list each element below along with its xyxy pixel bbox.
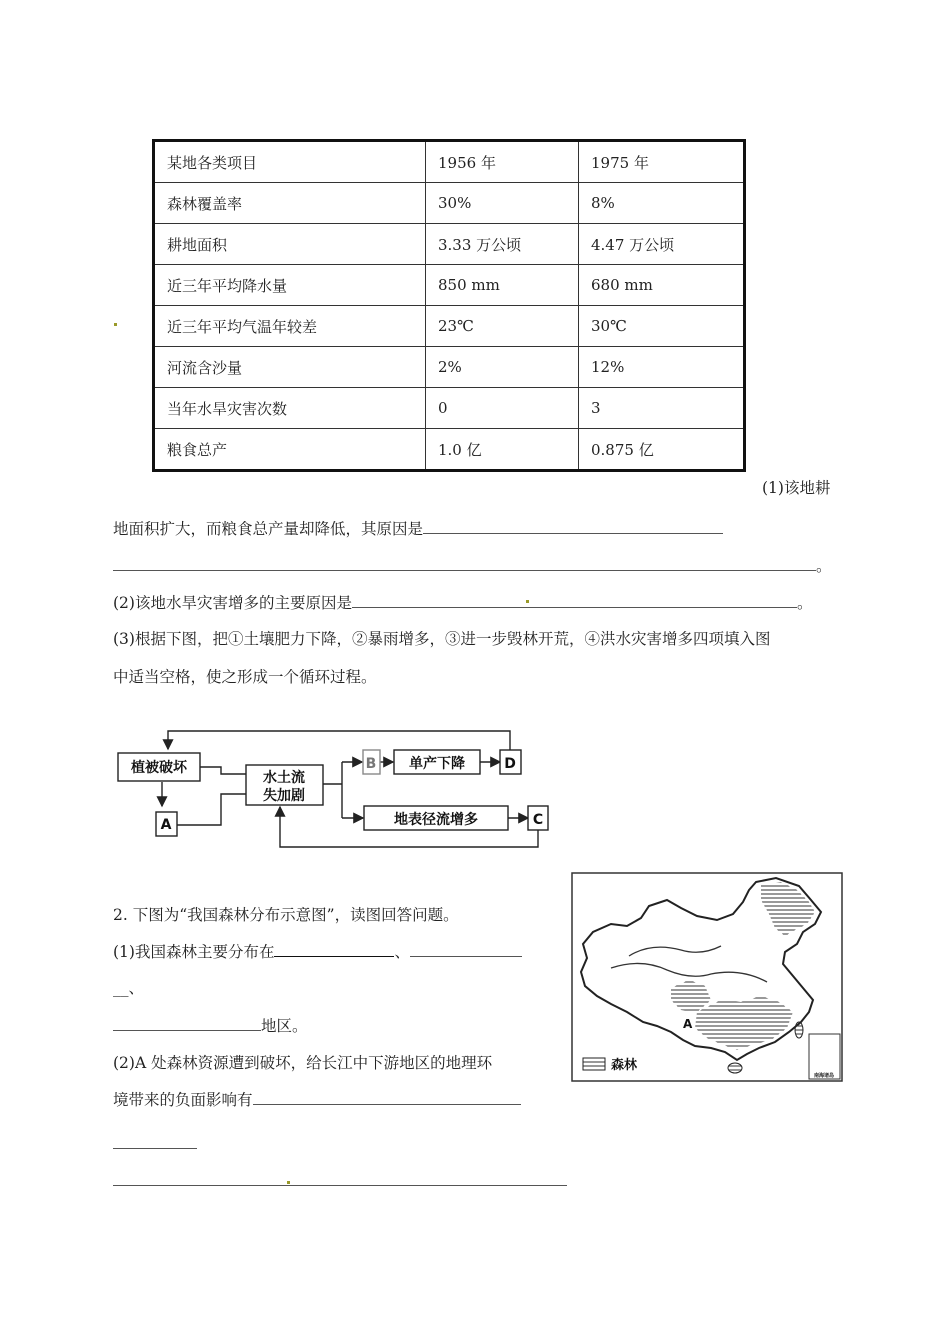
q2-part1-prompt: (1)我国森林主要分布在 [113, 943, 275, 961]
yield-label: 单产下降 [409, 756, 465, 772]
table-header-cell: 1975 年 [579, 141, 745, 183]
q1-part1-prompt: 地面积扩大，而粮食总产量却降低，其原因是 [113, 520, 424, 538]
stray-dot [287, 1181, 290, 1184]
q1-part1-continuation [113, 554, 832, 576]
table-header-row [154, 141, 745, 183]
table-cell: 1.0 亿 [426, 429, 579, 471]
hainan-island [728, 1063, 742, 1073]
table-cell: 12% [579, 347, 745, 388]
data-table [152, 139, 746, 472]
runoff-label: 地表径流增多 [394, 812, 478, 828]
table-row [154, 306, 745, 347]
q2-part1-line [113, 940, 522, 962]
q1-part1-start: (1)该地耕 [762, 479, 831, 497]
table-cell: 8% [579, 183, 745, 224]
table-cell: 850 mm [426, 265, 579, 306]
point-a-label: A [683, 1017, 693, 1031]
table-cell: 0.875 亿 [579, 429, 745, 471]
answer-blank[interactable] [113, 1148, 197, 1149]
table-row [154, 265, 745, 306]
q2-part2-line1: (2)A 处森林资源遭到破坏，给长江中下游地区的地理环 [113, 1054, 493, 1072]
d-label: D [504, 756, 516, 772]
legend-swatch [583, 1058, 605, 1070]
table-cell: 30% [426, 183, 579, 224]
end-mark: 。 [796, 594, 813, 612]
legend-label: 森林 [611, 1058, 638, 1073]
a-label: A [160, 817, 172, 833]
table-cell: 耕地面积 [154, 224, 426, 265]
q1-part3-line1: (3)根据下图，把①土壤肥力下降，②暴雨增多，③进一步毁林开荒，④洪水灾害增多四项填入图 [113, 630, 771, 648]
separator: 、 [394, 943, 410, 961]
table-cell: 30℃ [579, 306, 745, 347]
table-cell: 当年水旱灾害次数 [154, 388, 426, 429]
q2-part2-line2 [113, 1088, 521, 1110]
table-row [154, 183, 745, 224]
stray-dot [114, 323, 117, 326]
soil-loss-label-1: 水土流 [263, 770, 305, 786]
q2-part1-tail: __、 [113, 979, 145, 997]
q1-part1-text [113, 517, 723, 539]
q1-part3-line2: 中适当空格，使之形成一个循环过程。 [113, 668, 377, 686]
q2-part1-end: 地区。 [261, 1017, 308, 1035]
q1-part2-prompt: (2)该地水旱灾害增多的主要原因是 [113, 594, 352, 612]
table-row [154, 429, 745, 471]
answer-blank[interactable] [113, 1185, 567, 1186]
answer-blank[interactable] [274, 942, 394, 957]
q2-part1-end-line [113, 1014, 308, 1036]
taiwan-island [795, 1022, 803, 1038]
table-cell: 23℃ [426, 306, 579, 347]
stray-dot [526, 600, 529, 603]
table-header-cell: 某地各类项目 [154, 141, 426, 183]
table-cell: 3 [579, 388, 745, 429]
table-cell: 4.47 万公顷 [579, 224, 745, 265]
table-cell: 680 mm [579, 265, 745, 306]
china-forest-map [571, 872, 843, 1082]
answer-blank[interactable] [113, 556, 816, 571]
table-cell: 粮食总产 [154, 429, 426, 471]
cycle-flow-diagram [110, 722, 560, 852]
table-cell: 近三年平均降水量 [154, 265, 426, 306]
table-cell: 河流含沙量 [154, 347, 426, 388]
q2-part2-prompt: 境带来的负面影响有 [113, 1091, 253, 1109]
table-cell: 2% [426, 347, 579, 388]
q2-intro: 2. 下图为“我国森林分布示意图”，读图回答问题。 [113, 906, 459, 924]
table-cell: 近三年平均气温年较差 [154, 306, 426, 347]
table-row [154, 388, 745, 429]
table-cell: 森林覆盖率 [154, 183, 426, 224]
table-cell: 0 [426, 388, 579, 429]
table-row [154, 224, 745, 265]
table-header-cell: 1956 年 [426, 141, 579, 183]
answer-blank[interactable] [113, 1016, 261, 1031]
end-mark: 。 [816, 557, 832, 575]
vegetation-to-soil-line [200, 767, 246, 774]
b-label: B [365, 756, 377, 772]
answer-blank[interactable] [253, 1090, 521, 1105]
inset-label: 南海诸岛 [813, 1073, 835, 1079]
table-cell: 3.33 万公顷 [426, 224, 579, 265]
answer-blank[interactable] [423, 519, 723, 534]
a-to-soil-line [177, 794, 246, 825]
answer-blank[interactable] [410, 942, 522, 957]
soil-loss-label-2: 失加剧 [263, 788, 305, 804]
table-row [154, 347, 745, 388]
answer-blank[interactable] [352, 593, 797, 608]
c-label: C [532, 812, 544, 828]
q1-part2-text [113, 591, 812, 613]
vegetation-label: 植被破坏 [131, 760, 187, 776]
